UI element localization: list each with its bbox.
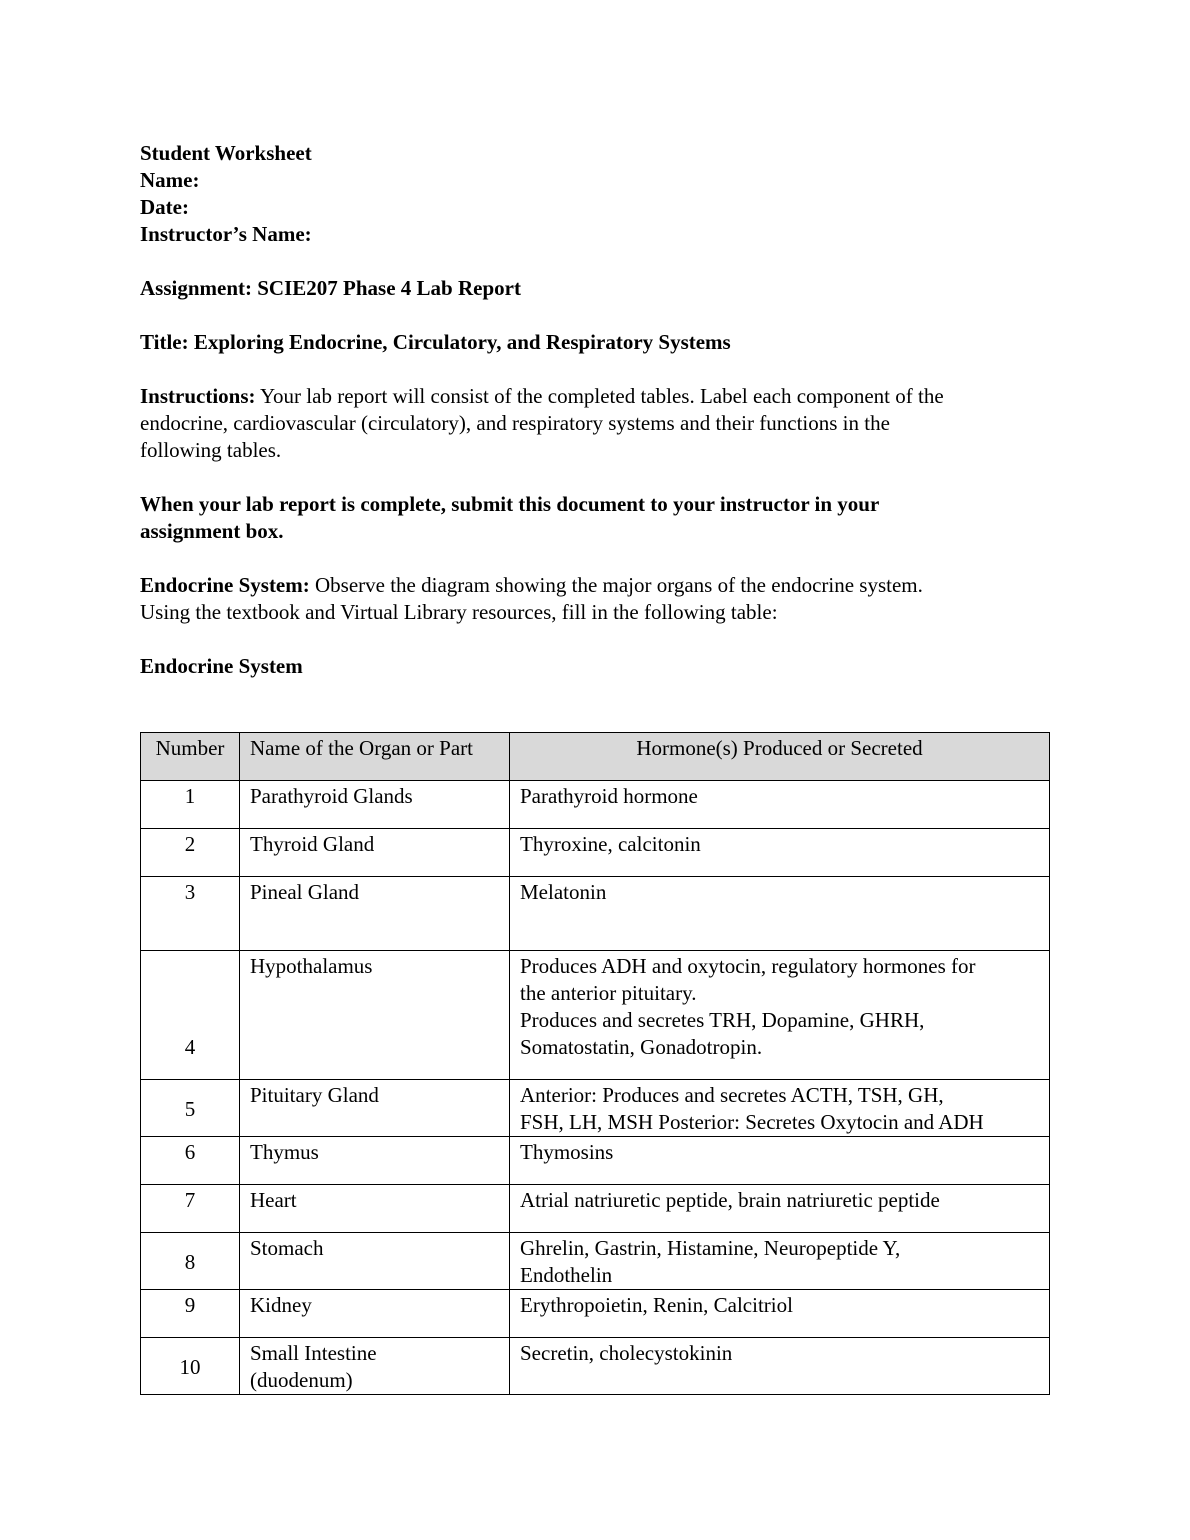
row-organ: Hypothalamus (240, 951, 510, 1080)
row-number: 1 (141, 781, 240, 829)
instructor-label: Instructor’s Name: (140, 222, 312, 246)
row-number: 3 (141, 877, 240, 951)
row-number: 5 (141, 1080, 240, 1137)
row-number: 7 (141, 1185, 240, 1233)
header-block (140, 140, 1050, 248)
hormone-line: Endothelin (520, 1263, 613, 1287)
row-organ (240, 1338, 510, 1395)
row-hormones: Thymosins (510, 1137, 1050, 1185)
document-page (140, 140, 1050, 680)
table-heading: Endocrine System (140, 654, 303, 678)
row-hormones: Secretin, cholecystokinin (510, 1338, 1050, 1395)
hormone-line: the anterior pituitary. (520, 981, 697, 1005)
hormone-line: FSH, LH, MSH Posterior: Secretes Oxytocin and ADH (520, 1110, 984, 1134)
row-number: 4 (141, 951, 240, 1080)
worksheet-title: Student Worksheet (140, 141, 312, 165)
row-hormones (510, 1233, 1050, 1290)
table-row (141, 877, 1050, 951)
row-organ: Pineal Gland (240, 877, 510, 951)
table-row (141, 1185, 1050, 1233)
date-label: Date: (140, 195, 189, 219)
row-organ: Parathyroid Glands (240, 781, 510, 829)
row-organ: Heart (240, 1185, 510, 1233)
row-organ: Stomach (240, 1233, 510, 1290)
row-hormones: Parathyroid hormone (510, 781, 1050, 829)
assignment-line: Assignment: SCIE207 Phase 4 Lab Report (140, 276, 521, 300)
instructions-text-3: following tables. (140, 438, 282, 462)
table-row (141, 1290, 1050, 1338)
hormone-line: Produces and secretes TRH, Dopamine, GHRH, (520, 1008, 925, 1032)
hormone-line: Produces ADH and oxytocin, regulatory hormones for (520, 954, 976, 978)
hormone-line: Ghrelin, Gastrin, Histamine, Neuropeptide Y, (520, 1236, 901, 1260)
column-header-organ: Name of the Organ or Part (240, 733, 510, 781)
table-row (141, 781, 1050, 829)
row-number: 6 (141, 1137, 240, 1185)
table-header-row (141, 733, 1050, 781)
instructions-text-2: endocrine, cardiovascular (circulatory), and respiratory systems and their functions in the (140, 411, 890, 435)
row-number: 9 (141, 1290, 240, 1338)
row-hormones (510, 951, 1050, 1080)
row-number: 8 (141, 1233, 240, 1290)
hormone-line: Anterior: Produces and secretes ACTH, TSH, GH, (520, 1083, 944, 1107)
table-row (141, 1080, 1050, 1137)
name-label: Name: (140, 168, 200, 192)
submit-note-line-2: assignment box. (140, 519, 284, 543)
row-organ: Pituitary Gland (240, 1080, 510, 1137)
organ-line: Small Intestine (250, 1341, 377, 1365)
submit-note (140, 491, 1050, 545)
title-line: Title: Exploring Endocrine, Circulatory, and Respiratory Systems (140, 330, 731, 354)
endocrine-intro (140, 572, 1050, 626)
endocrine-table (140, 732, 1050, 1395)
organ-line: (duodenum) (250, 1368, 353, 1392)
row-number: 10 (141, 1338, 240, 1395)
column-header-number: Number (141, 733, 240, 781)
row-hormones: Melatonin (510, 877, 1050, 951)
table-row (141, 829, 1050, 877)
endocrine-intro-label: Endocrine System: (140, 573, 310, 597)
row-hormones: Atrial natriuretic peptide, brain natriuretic peptide (510, 1185, 1050, 1233)
table-row (141, 1233, 1050, 1290)
instructions-text-1: Your lab report will consist of the completed tables. Label each component of the (255, 384, 944, 408)
column-header-hormones: Hormone(s) Produced or Secreted (510, 733, 1050, 781)
row-hormones: Erythropoietin, Renin, Calcitriol (510, 1290, 1050, 1338)
instructions-label: Instructions: (140, 384, 256, 408)
row-organ: Thyroid Gland (240, 829, 510, 877)
row-organ: Kidney (240, 1290, 510, 1338)
table-row (141, 1338, 1050, 1395)
submit-note-line-1: When your lab report is complete, submit this document to your instructor in your (140, 492, 880, 516)
row-number: 2 (141, 829, 240, 877)
row-organ: Thymus (240, 1137, 510, 1185)
hormone-line: Somatostatin, Gonadotropin. (520, 1035, 763, 1059)
row-hormones (510, 1080, 1050, 1137)
endocrine-intro-text-1: Observe the diagram showing the major organs of the endocrine system. (309, 573, 923, 597)
instructions-paragraph (140, 383, 1050, 464)
endocrine-intro-text-2: Using the textbook and Virtual Library resources, fill in the following table: (140, 600, 778, 624)
row-hormones: Thyroxine, calcitonin (510, 829, 1050, 877)
table-row (141, 951, 1050, 1080)
table-row (141, 1137, 1050, 1185)
